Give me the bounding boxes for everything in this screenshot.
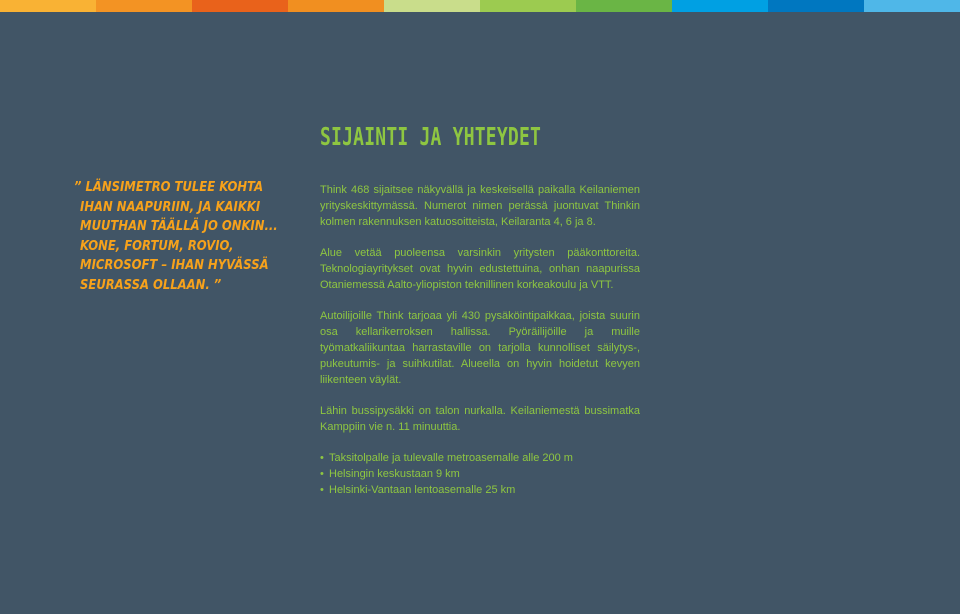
quote-line: IHAN NAAPURIIN, JA KAIKKI	[80, 198, 261, 215]
list-item: • Taksitolpalle ja tulevalle metroasemalle alle 200 m	[320, 450, 640, 466]
distance-list	[320, 450, 640, 498]
pull-quote	[74, 178, 278, 295]
color-segment	[288, 0, 384, 12]
paragraph-parking: Autoilijoille Think tarjoaa yli 430 pysäköintipaikkaa, joista suurin osa kellarikerroksen hallissa. Pyöräilijöille ja muille työmatkaliikuntaa harrastaville on tarjolla kunnolliset säilytys-, pukeutumis- ja suihkutilat. Alueella on hyvin hoidetut kevyen liikenteen väylät.	[320, 310, 640, 386]
color-segment	[768, 0, 864, 12]
paragraph-companies: Alue vetää puoleensa varsinkin yritysten pääkonttoreita. Teknologiayritykset ovat hyvin edustettuina, onhan naapurissa Otaniemessä Aalto-yliopiston teknillinen korkeakoulu ja VTT.	[320, 247, 640, 291]
top-color-bar	[0, 0, 960, 12]
color-segment	[0, 0, 96, 12]
list-item: • Helsingin keskustaan 9 km	[320, 466, 640, 482]
color-segment	[192, 0, 288, 12]
list-item: • Helsinki-Vantaan lentoasemalle 25 km	[320, 482, 640, 498]
quote-line: KONE, FORTUM, ROVIO,	[80, 237, 234, 254]
color-segment	[480, 0, 576, 12]
quote-line: SEURASSA OLLAAN. ”	[80, 276, 222, 293]
quote-line: MICROSOFT – IHAN HYVÄSSÄ	[80, 257, 269, 273]
color-segment	[576, 0, 672, 12]
color-segment	[96, 0, 192, 12]
paragraph-bus: Lähin bussipysäkki on talon nurkalla. Keilaniemestä bussimatka Kamppiin vie n. 11 minuuttia.	[320, 405, 640, 433]
body-text	[320, 182, 640, 498]
color-segment	[672, 0, 768, 12]
page-title: SIJAINTI JA YHTEYDET	[320, 122, 542, 151]
quote-line: ” LÄNSIMETRO TULEE KOHTA	[74, 179, 264, 195]
paragraph-location: Think 468 sijaitsee näkyvällä ja keskeisellä paikalla Keilaniemen yrityskeskittymässä. Numerot nimen perässä juontuvat Thinkin kolmen rakennuksen katuosoitteista, Keilaranta 4, 6 ja 8.	[320, 184, 640, 228]
quote-line: MUUTHAN TÄÄLLÄ JO ONKIN...	[80, 218, 278, 234]
color-segment	[864, 0, 960, 12]
color-segment	[384, 0, 480, 12]
